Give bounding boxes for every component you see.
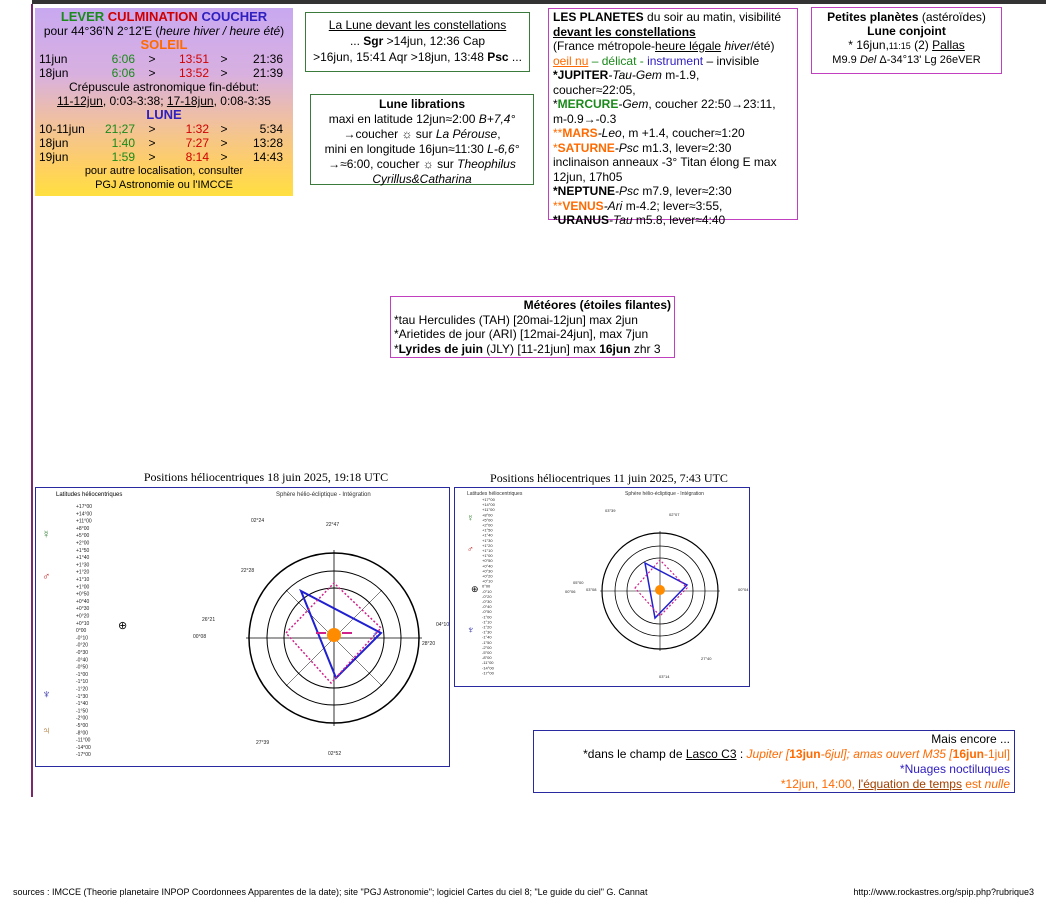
right-neptune-icon: ♆ bbox=[467, 625, 475, 636]
position-label: 27°39 bbox=[256, 740, 270, 746]
moon-librations-box: Lune librations maxi en latitude 12jun≈2:00 B+7,4° →coucher ☼ sur La Pérouse, mini en longitude 16jun≈11:30 L-6,6° →≈6:00, coucher ☼ sur Theophilus Cyrillus&Catharina bbox=[310, 94, 534, 185]
right-heliocentric-figure bbox=[454, 487, 750, 687]
lat-tick: +8°00 bbox=[76, 525, 90, 532]
lat-tick: +1°50 bbox=[76, 547, 90, 554]
lune-row: 18jun 1:40 > 7:27 > 13:28 bbox=[39, 136, 283, 150]
soleil-row: 11jun 6:06 > 13:51 > 21:36 bbox=[39, 52, 283, 66]
soleil-row: 18jun 6:06 > 13:52 > 21:39 bbox=[39, 66, 283, 80]
lat-tick: -8°00 bbox=[76, 730, 89, 737]
left-sphere-label: Sphère hélio-écliptique - Intégration bbox=[276, 492, 371, 498]
planet-saturne: *SATURNE-Psc m1.3, lever≈2:30 bbox=[553, 140, 732, 155]
lat-tick: +2°00 bbox=[482, 522, 493, 528]
lat-tick: -1°20 bbox=[76, 686, 89, 693]
more-events-title: Mais encore ... bbox=[931, 732, 1010, 746]
lat-tick: +0°20 bbox=[482, 573, 493, 579]
lat-tick: +11°00 bbox=[482, 507, 495, 513]
top-bar bbox=[32, 0, 1046, 4]
planet-mercure: *MERCURE-Gem, coucher 22:50→23:11, bbox=[553, 97, 776, 111]
right-orbit-triangle bbox=[645, 563, 687, 618]
left-sun-icon bbox=[327, 628, 341, 642]
lat-tick: 0°00 bbox=[482, 583, 491, 589]
lat-tick: -1°20 bbox=[482, 624, 492, 630]
right-lat-label: Latitudes héliocentriques bbox=[467, 491, 523, 497]
equation-of-time-link[interactable]: l'équation de temps bbox=[858, 777, 962, 791]
lat-tick: +1°50 bbox=[482, 527, 493, 533]
neptune-icon: ♆ bbox=[42, 687, 51, 701]
lune-table bbox=[39, 122, 289, 164]
position-label: 00°06 bbox=[565, 589, 576, 594]
planets-subtitle: devant les constellations bbox=[553, 24, 696, 39]
left-orbit-triangle bbox=[301, 591, 381, 678]
lat-tick: -1°30 bbox=[482, 629, 492, 635]
moon-constellations-line-1: ... Sgr >14jun, 12:36 Cap bbox=[349, 34, 486, 48]
right-sun-icon bbox=[655, 585, 665, 595]
lat-tick: +0°50 bbox=[76, 591, 90, 598]
lat-tick: -0°30 bbox=[76, 650, 89, 656]
lat-tick: -5°00 bbox=[482, 650, 492, 655]
position-label: 05°00 bbox=[573, 580, 584, 585]
lat-tick: -1°40 bbox=[76, 701, 89, 708]
left-figure-title: Positions héliocentriques 18 juin 2025, 19:18 UTC bbox=[143, 470, 389, 484]
lat-tick: +1°40 bbox=[76, 555, 90, 562]
lat-tick: +11°00 bbox=[76, 518, 92, 525]
lat-tick: +1°20 bbox=[76, 569, 90, 576]
lat-tick: +14°00 bbox=[76, 511, 93, 518]
lat-tick: +1°20 bbox=[482, 542, 493, 548]
position-label: 00°08 bbox=[193, 634, 207, 640]
planet-jupiter: *JUPITER-Tau-Gem m-1.9, bbox=[553, 68, 700, 82]
position-label: 02°52 bbox=[328, 751, 342, 757]
lat-tick: -11°00 bbox=[482, 660, 494, 666]
lat-tick: -1°10 bbox=[482, 619, 492, 625]
lat-tick: -0°10 bbox=[76, 635, 89, 642]
lat-tick: -0°20 bbox=[482, 593, 492, 599]
position-label: 03°39 bbox=[605, 508, 616, 513]
planets-title: LES PLANETES bbox=[553, 10, 644, 24]
lat-tick: -1°10 bbox=[76, 679, 89, 686]
noctilucent-line: *Nuages noctiluques bbox=[899, 762, 1010, 776]
left-earth-icon: ♁ bbox=[371, 629, 380, 641]
right-heliocentric-svg bbox=[455, 488, 749, 686]
lat-tick: -1°40 bbox=[482, 634, 492, 640]
right-mars-icon: ♂ bbox=[467, 544, 474, 554]
moon-constellations-box bbox=[305, 12, 530, 72]
lat-tick: -0°50 bbox=[482, 609, 492, 615]
soleil-table bbox=[39, 52, 289, 80]
location-line: pour 44°36'N 2°12'E (heure hiver / heure été) bbox=[43, 24, 285, 38]
lune-row: 10-11jun 21;27 > 1:32 > 5:34 bbox=[39, 122, 283, 136]
moon-constellations-line-2: >16jun, 15:41 Aqr >18jun, 13:48 Psc ... bbox=[313, 50, 522, 64]
lat-tick: +1°10 bbox=[482, 548, 493, 553]
lat-tick: -1°00 bbox=[482, 614, 492, 620]
lat-tick: +1°30 bbox=[482, 537, 493, 543]
planet-mars: **MARS-Leo, m +1.4, coucher≈1:20 bbox=[553, 126, 745, 140]
lat-tick: +1°00 bbox=[76, 584, 90, 591]
position-label: 04°10 bbox=[436, 622, 449, 628]
lat-tick: +0°30 bbox=[482, 568, 493, 574]
lat-tick: +1°40 bbox=[482, 532, 493, 538]
lat-tick: -0°50 bbox=[76, 664, 89, 671]
left-earth-symbol: ⊕ bbox=[118, 620, 128, 632]
soleil-heading: SOLEIL bbox=[140, 37, 188, 52]
lat-tick: +0°40 bbox=[482, 563, 493, 569]
lat-tick: -1°50 bbox=[482, 639, 492, 645]
left-latitude-ticks bbox=[76, 504, 92, 758]
note-line-2: PGJ Astronomie ou l'IMCCE bbox=[95, 179, 233, 191]
position-label: 26°21 bbox=[202, 617, 216, 623]
lat-tick: +8°00 bbox=[482, 512, 493, 518]
position-label: 27°40 bbox=[701, 656, 712, 661]
meteor-row: *Lyrides de juin (JLY) [11-21jun] max 16jun zhr 3 bbox=[394, 341, 661, 356]
meteor-row: *tau Herculides (TAH) [20mai-12jun] max 2jun bbox=[394, 312, 638, 327]
planet-neptune: *NEPTUNE-Psc m7.9, lever≈2:30 bbox=[553, 184, 732, 198]
left-zodiac-wheel bbox=[246, 550, 422, 726]
position-label: 03°08 bbox=[586, 587, 597, 592]
position-label: 28°20 bbox=[422, 641, 436, 647]
left-vertical-rule bbox=[31, 4, 33, 797]
lat-tick: +5°00 bbox=[482, 517, 493, 523]
lat-tick: -2°00 bbox=[76, 715, 89, 722]
planet-venus: **VENUS-Ari m-4.2; lever≈3:55, bbox=[553, 198, 723, 213]
lat-tick: -1°30 bbox=[76, 693, 89, 700]
left-heliocentric-figure bbox=[35, 487, 450, 767]
crepuscule-title: Crépuscule astronomique fin-début: bbox=[68, 80, 260, 94]
position-label: 02°07 bbox=[669, 512, 680, 517]
position-label: 02°24 bbox=[251, 518, 265, 524]
lat-tick: +17°00 bbox=[76, 504, 93, 510]
lat-tick: +17°00 bbox=[482, 497, 495, 502]
lat-tick: -17°00 bbox=[76, 752, 91, 759]
header-culmination: CULMINATION bbox=[107, 9, 198, 24]
lune-row: 19jun 1:59 > 8:14 > 14:43 bbox=[39, 150, 283, 164]
footer-url[interactable]: http://www.rockastres.org/spip.php?rubrique3 bbox=[853, 887, 1034, 897]
lat-tick: -1°50 bbox=[76, 708, 89, 715]
minor-planets-box: Petites planètes (astéroïdes) Lune conjoint * 16jun,11:15 (2) Pallas M9.9 Del Δ-34°13' Lg 26eVER bbox=[811, 7, 1002, 74]
meteor-row: *Arietides de jour (ARI) [12mai-24jun], max 7jun bbox=[394, 327, 649, 341]
oeil-nu-link[interactable]: oeil nu bbox=[553, 53, 589, 68]
meteors-box bbox=[390, 296, 675, 358]
position-label: 00°04 bbox=[738, 587, 749, 592]
lat-tick: -0°20 bbox=[76, 642, 89, 649]
lune-heading: LUNE bbox=[146, 107, 182, 122]
lat-tick: +14°00 bbox=[482, 502, 495, 508]
header-coucher: COUCHER bbox=[201, 9, 268, 24]
mars-icon: ♂ bbox=[42, 571, 51, 583]
lat-tick: +0°20 bbox=[76, 613, 90, 620]
lat-tick: +0°10 bbox=[482, 578, 493, 584]
planet-uranus: *URANUS-Tau m5.8, lever≈4:40 bbox=[553, 213, 726, 227]
lat-tick: -0°30 bbox=[482, 599, 492, 604]
left-heliocentric-svg bbox=[36, 488, 449, 766]
right-zodiac-wheel bbox=[600, 531, 720, 651]
lat-tick: -0°10 bbox=[482, 588, 492, 594]
footer-sources: sources : IMCCE (Theorie planetaire INPOP Coordonnees Apparentes de la date); site "PGJ Astronomie"; logiciel Cartes du ciel 8; "Le guide du ciel" G. Cannat bbox=[13, 887, 648, 897]
lat-tick: +5°00 bbox=[76, 533, 90, 540]
lat-tick: +1°10 bbox=[76, 577, 90, 583]
lasco-c3-link[interactable]: Lasco C3 bbox=[685, 747, 737, 761]
right-earth-symbol: ⊕ bbox=[471, 584, 479, 594]
lat-tick: +0°10 bbox=[76, 620, 90, 627]
header-lever: LEVER bbox=[60, 9, 105, 24]
lat-tick: +0°40 bbox=[76, 598, 90, 605]
position-label: 22°28 bbox=[241, 568, 255, 574]
crepuscule-values: 11-12jun, 0:03-3:38; 17-18jun, 0:08-3:35 bbox=[57, 94, 271, 108]
right-sphere-label: Sphère hélio-écliptique - Intégration bbox=[625, 491, 704, 497]
lat-tick: +0°50 bbox=[482, 558, 493, 564]
position-label: 22°47 bbox=[326, 522, 340, 528]
right-mercury-icon: ☿ bbox=[467, 513, 474, 523]
lat-tick: +1°00 bbox=[482, 553, 493, 559]
more-events-box: Mais encore ... *dans le champ de Lasco C3 : Jupiter [13jun-6jul]; amas ouvert M35 [16jun-1jul] *Nuages noctiluques *12jun, 14:00, l'équation de temps est nulle bbox=[533, 730, 1015, 793]
position-label: 03°14 bbox=[659, 674, 670, 679]
pallas-link[interactable]: Pallas bbox=[932, 38, 965, 52]
lat-tick: -2°00 bbox=[482, 644, 492, 650]
left-lat-label: Latitudes héliocentriques bbox=[56, 492, 123, 498]
moon-constellations-title: La Lune devant les constellations bbox=[328, 18, 507, 32]
mercury-icon: ☿ bbox=[42, 529, 51, 541]
planets-box: LES PLANETES du soir au matin, visibilité devant les constellations (France métropole-heure légale hiver/été) oeil nu – délicat - instrument – invisible *JUPITER-Tau-Gem m-1.9, coucher≈22:05, *MERCURE-Gem, coucher 22:50→23:11, m-0.9→-0.3 **MARS-Leo, m +1.4, coucher≈1:20 *SATURNE-Psc m1.3, lever≈2:30 inclinaison anneaux -3° Titan élong E max 12jun, 17h05 *NEPTUNE-Psc m7.9, lever≈2:30 **VENUS-Ari m-4.2; lever≈3:55, *URANUS-Tau m5.8, lever≈4:40 bbox=[548, 8, 798, 220]
lat-tick: -0°40 bbox=[482, 604, 492, 610]
lat-tick: -8°00 bbox=[482, 655, 492, 661]
lat-tick: +2°00 bbox=[76, 540, 90, 547]
lat-tick: +1°30 bbox=[76, 562, 90, 569]
lat-tick: -5°00 bbox=[76, 723, 89, 729]
lat-tick: -11°00 bbox=[76, 737, 91, 744]
lat-tick: -0°40 bbox=[76, 657, 89, 664]
moon-librations-title: Lune librations bbox=[378, 97, 465, 111]
note-line-1: pour autre localisation, consulter bbox=[84, 165, 244, 177]
lat-tick: -14°00 bbox=[76, 744, 91, 751]
right-figure-title: Positions héliocentriques 11 juin 2025, 7:43 UTC bbox=[490, 471, 728, 485]
right-latitude-ticks bbox=[482, 497, 496, 675]
lat-tick: -17°00 bbox=[482, 670, 494, 676]
lat-tick: -1°00 bbox=[76, 671, 89, 678]
lat-tick: +0°30 bbox=[76, 606, 90, 613]
meteors-title: Météores (étoiles filantes) bbox=[523, 298, 671, 312]
lat-tick: 0°00 bbox=[76, 628, 87, 635]
lat-tick: -14°00 bbox=[482, 665, 494, 671]
jupiter-icon: ♃ bbox=[42, 725, 51, 737]
sun-moon-header bbox=[39, 10, 289, 24]
sun-moon-box bbox=[35, 8, 293, 196]
